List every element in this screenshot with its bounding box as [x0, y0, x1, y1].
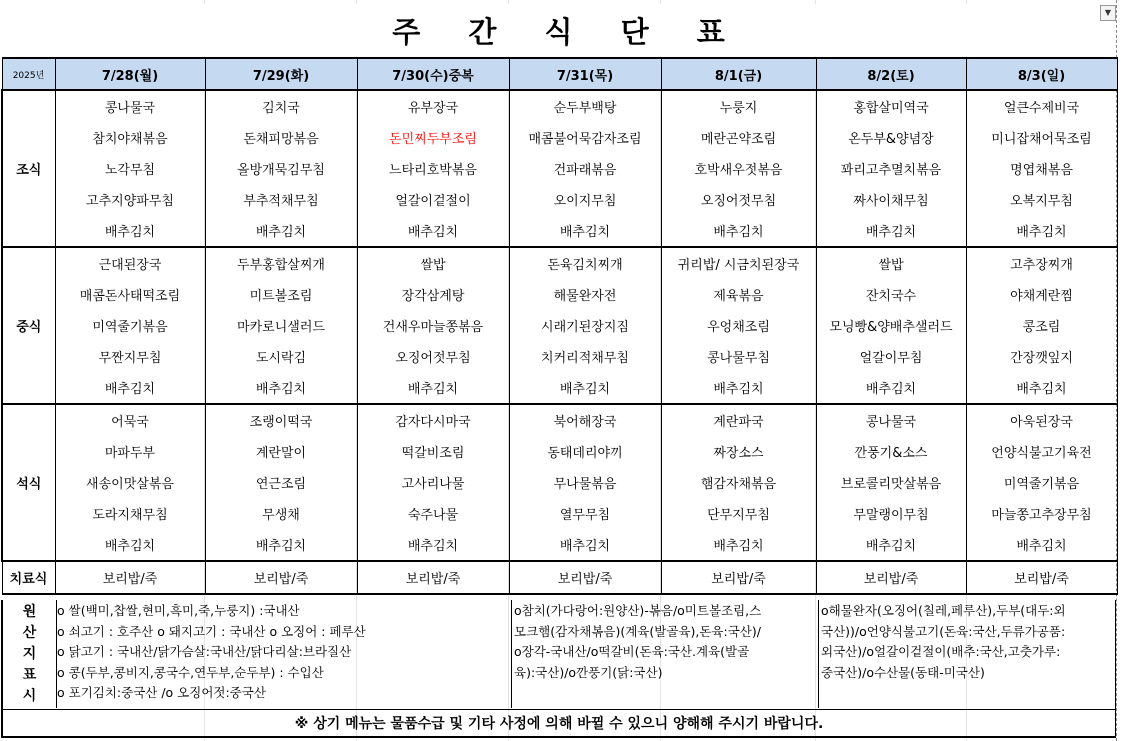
menu-cell[interactable]: 아욱된장국: [966, 404, 1117, 436]
origin-line: o 쇠고기 : 호주산 o 돼지고기 : 국내산 o 오징어 : 페루산: [57, 623, 366, 639]
treatment-cell[interactable]: 보리밥/죽: [509, 561, 661, 594]
menu-cell[interactable]: 순두부백탕: [509, 90, 661, 122]
menu-cell[interactable]: 연근조림: [205, 467, 357, 498]
menu-cell[interactable]: 배추김치: [205, 215, 357, 247]
day-header[interactable]: 8/2(토): [816, 58, 966, 90]
origin-label-char: 원: [22, 603, 37, 620]
menu-cell[interactable]: 유부장국: [357, 90, 509, 122]
treatment-cell[interactable]: 보리밥/죽: [205, 561, 357, 594]
menu-cell[interactable]: 북어해장국: [509, 404, 661, 436]
menu-row: [2, 184, 1117, 215]
menu-cell[interactable]: 짜장소스: [661, 436, 816, 467]
menu-cell[interactable]: 무나물볶음: [509, 467, 661, 498]
menu-cell[interactable]: 쌀밥: [816, 247, 966, 279]
menu-cell[interactable]: 깐풍기&소스: [816, 436, 966, 467]
menu-table: [1, 57, 1118, 595]
menu-cell[interactable]: 매콤돈사태떡조림: [55, 279, 205, 310]
origin-section: [1, 600, 1116, 710]
menu-cell[interactable]: 김치국: [205, 90, 357, 122]
origin-line: 모크햄(감자채볶음)(계육(발골육),돈육:국산)/: [514, 623, 761, 639]
menu-cell[interactable]: 감자다시마국: [357, 404, 509, 436]
menu-cell[interactable]: 미트볼조림: [205, 279, 357, 310]
menu-cell[interactable]: 열무무침: [509, 498, 661, 529]
menu-cell[interactable]: 간장깻잎지: [966, 341, 1117, 372]
filter-dropdown-icon[interactable]: ▼: [1100, 5, 1116, 21]
page-title: 주 간 식 단 표: [392, 14, 744, 49]
menu-cell[interactable]: 배추김치: [55, 372, 205, 404]
menu-cell[interactable]: 명엽채볶음: [966, 153, 1117, 184]
meal-label[interactable]: 석식: [2, 404, 55, 561]
menu-cell[interactable]: 단무지무침: [661, 498, 816, 529]
origin-column-1[interactable]: [57, 601, 509, 704]
meal-label[interactable]: 조식: [2, 90, 55, 247]
menu-cell[interactable]: 콩나물국: [816, 404, 966, 436]
menu-cell[interactable]: 부추적채무침: [205, 184, 357, 215]
notice-banner[interactable]: [1, 710, 1116, 738]
menu-cell[interactable]: 미니잡채어묵조림: [966, 122, 1117, 153]
menu-cell[interactable]: 배추김치: [509, 215, 661, 247]
menu-cell[interactable]: 돈민찌두부조림: [357, 122, 509, 153]
menu-cell[interactable]: 쌀밥: [357, 247, 509, 279]
menu-cell[interactable]: 누룽지: [661, 90, 816, 122]
menu-cell[interactable]: 콩나물무침: [661, 341, 816, 372]
menu-cell[interactable]: 호박새우젓볶음: [661, 153, 816, 184]
origin-label-char: 시: [22, 687, 37, 704]
menu-cell[interactable]: 숙주나물: [357, 498, 509, 529]
day-header[interactable]: 7/30(수)중복: [357, 58, 509, 90]
menu-cell[interactable]: 배추김치: [966, 372, 1117, 404]
menu-row: [2, 341, 1117, 372]
menu-cell[interactable]: 노각무침: [55, 153, 205, 184]
origin-line: o 포기김치:중국산 /o 오징어젓:중국산: [57, 685, 266, 700]
origin-line: 외국산)/o얼갈이겉절이(배추:국산,고춧가루:: [821, 644, 1061, 659]
menu-cell[interactable]: 시래기된장지짐: [509, 310, 661, 341]
day-header[interactable]: 7/28(월): [55, 58, 205, 90]
menu-cell[interactable]: 배추김치: [357, 529, 509, 561]
menu-cell[interactable]: 배추김치: [357, 215, 509, 247]
menu-cell[interactable]: 온두부&양념장: [816, 122, 966, 153]
origin-label[interactable]: [3, 600, 57, 708]
menu-cell[interactable]: 어묵국: [55, 404, 205, 436]
menu-cell[interactable]: 무말랭이무침: [816, 498, 966, 529]
menu-row: [2, 404, 1117, 436]
menu-cell[interactable]: 귀리밥/ 시금치된장국: [661, 247, 816, 279]
menu-cell[interactable]: 배추김치: [966, 529, 1117, 561]
menu-cell[interactable]: 치커리적채무침: [509, 341, 661, 372]
menu-cell[interactable]: 배추김치: [205, 529, 357, 561]
menu-cell[interactable]: 동태데리야끼: [509, 436, 661, 467]
menu-cell[interactable]: 미역줄기볶음: [55, 310, 205, 341]
menu-cell[interactable]: 장각삼계탕: [357, 279, 509, 310]
origin-line: 육):국산)/o깐풍기(닭:국산): [514, 664, 663, 680]
menu-cell[interactable]: 근대된장국: [55, 247, 205, 279]
menu-cell[interactable]: 브로콜리맛살볶음: [816, 467, 966, 498]
menu-cell[interactable]: 돈육김치찌개: [509, 247, 661, 279]
menu-cell[interactable]: 언양식불고기육전: [966, 436, 1117, 467]
origin-line: 중국산)/o수산물(동태-미국산): [821, 664, 985, 680]
menu-cell[interactable]: 돈채피망볶음: [205, 122, 357, 153]
menu-cell[interactable]: 고추지양파무침: [55, 184, 205, 215]
menu-cell[interactable]: 건파래볶음: [509, 153, 661, 184]
menu-cell[interactable]: 얼큰수제비국: [966, 90, 1117, 122]
menu-cell[interactable]: 오징어젓무침: [357, 341, 509, 372]
menu-cell[interactable]: 배추김치: [205, 372, 357, 404]
menu-cell[interactable]: 햄감자채볶음: [661, 467, 816, 498]
meal-label[interactable]: 중식: [2, 247, 55, 404]
menu-cell[interactable]: 올방개묵김무침: [205, 153, 357, 184]
menu-cell[interactable]: 모닝빵&양배추샐러드: [816, 310, 966, 341]
menu-cell[interactable]: 무생채: [205, 498, 357, 529]
menu-cell[interactable]: 두부홍합살찌개: [205, 247, 357, 279]
origin-label-char: 산: [22, 624, 37, 641]
menu-cell[interactable]: 참치야채볶음: [55, 122, 205, 153]
menu-cell[interactable]: 오복지무침: [966, 184, 1117, 215]
menu-row: [2, 436, 1117, 467]
origin-line: 국산))/o언양식불고기(돈육:국산,두류가공품:: [821, 623, 1066, 639]
menu-cell[interactable]: 오이지무침: [509, 184, 661, 215]
treatment-cell[interactable]: 보리밥/죽: [357, 561, 509, 594]
menu-cell[interactable]: 잔치국수: [816, 279, 966, 310]
menu-cell[interactable]: 건새우마늘쫑볶음: [357, 310, 509, 341]
menu-cell[interactable]: 미역줄기볶음: [966, 467, 1117, 498]
treatment-label[interactable]: 치료식: [2, 561, 55, 594]
menu-row: [2, 215, 1117, 247]
menu-row: [2, 310, 1117, 341]
menu-cell[interactable]: 배추김치: [55, 529, 205, 561]
menu-row: [2, 372, 1117, 404]
menu-cell[interactable]: 조랭이떡국: [205, 404, 357, 436]
menu-cell[interactable]: 계란파국: [661, 404, 816, 436]
origin-label-char: 표: [22, 666, 37, 683]
origin-line: o 콩(두부,콩비지,콩국수,연두부,순두부) : 수입산: [57, 664, 324, 680]
menu-cell[interactable]: 꽈리고추멸치볶음: [816, 153, 966, 184]
menu-cell[interactable]: 우엉채조림: [661, 310, 816, 341]
menu-cell[interactable]: 오징어젓무침: [661, 184, 816, 215]
menu-cell[interactable]: 배추김치: [509, 529, 661, 561]
menu-cell[interactable]: 얼갈이무침: [816, 341, 966, 372]
menu-row: [2, 122, 1117, 153]
origin-label-char: 지: [22, 645, 37, 662]
menu-row: [2, 467, 1117, 498]
menu-cell[interactable]: 콩조림: [966, 310, 1117, 341]
menu-row: [2, 247, 1117, 279]
menu-cell[interactable]: 마늘쫑고추장무침: [966, 498, 1117, 529]
menu-cell[interactable]: 느타리호박볶음: [357, 153, 509, 184]
notice-text: ※ 상기 메뉴는 물품수급 및 기타 사정에 의해 바뀔 수 있으니 양해해 주시기 바랍니다.: [294, 716, 824, 732]
menu-row: [2, 529, 1117, 561]
treatment-cell[interactable]: 보리밥/죽: [55, 561, 205, 594]
menu-cell[interactable]: 고사리나물: [357, 467, 509, 498]
menu-cell[interactable]: 메란곤약조림: [661, 122, 816, 153]
menu-cell[interactable]: 해물완자전: [509, 279, 661, 310]
menu-cell[interactable]: 도라지채무침: [55, 498, 205, 529]
menu-cell[interactable]: 배추김치: [661, 215, 816, 247]
menu-cell[interactable]: 배추김치: [816, 215, 966, 247]
origin-line: o해물완자(오징어(칠레,페루산),두부(대두:외: [821, 603, 1066, 618]
menu-row: [2, 90, 1117, 122]
origin-line: o참치(가다랑어:원양산)-볶음/o미트볼조림,스: [514, 603, 762, 618]
origin-line: o장각-국내산/o떡갈비(돈육:국산.계육(발골: [514, 644, 750, 659]
day-header[interactable]: 8/3(일): [966, 58, 1117, 90]
menu-cell[interactable]: 매콤불어묵감자조림: [509, 122, 661, 153]
origin-column-3[interactable]: [818, 600, 1119, 708]
origin-line: o 쌀(백미,찹쌀,현미,흑미,죽,누룽지) :국내산: [57, 603, 300, 618]
menu-cell[interactable]: 배추김치: [55, 215, 205, 247]
day-header-row: [2, 58, 1117, 90]
menu-cell[interactable]: 배추김치: [509, 372, 661, 404]
treatment-cell[interactable]: 보리밥/죽: [966, 561, 1117, 594]
menu-row: [2, 498, 1117, 529]
menu-cell[interactable]: 배추김치: [816, 529, 966, 561]
menu-cell[interactable]: 짜사이채무침: [816, 184, 966, 215]
menu-row: [2, 279, 1117, 310]
origin-line: o 닭고기 : 국내산/닭가슴살:국내산/닭다리살:브라질산: [57, 644, 352, 659]
day-header[interactable]: 8/1(금): [661, 58, 816, 90]
menu-row: [2, 153, 1117, 184]
menu-cell[interactable]: 홍합살미역국: [816, 90, 966, 122]
treatment-cell[interactable]: 보리밥/죽: [816, 561, 966, 594]
menu-cell[interactable]: 콩나물국: [55, 90, 205, 122]
origin-column-2[interactable]: [511, 600, 814, 708]
menu-cell[interactable]: 제육볶음: [661, 279, 816, 310]
menu-cell[interactable]: 배추김치: [357, 372, 509, 404]
menu-cell[interactable]: 마카로니샐러드: [205, 310, 357, 341]
title-cell[interactable]: [1, 4, 1116, 56]
menu-cell[interactable]: 계란말이: [205, 436, 357, 467]
menu-cell[interactable]: 무짠지무침: [55, 341, 205, 372]
year-cell[interactable]: 2025년: [2, 58, 55, 90]
menu-cell[interactable]: 야채계란찜: [966, 279, 1117, 310]
menu-cell[interactable]: 고추장찌개: [966, 247, 1117, 279]
treatment-cell[interactable]: 보리밥/죽: [661, 561, 816, 594]
menu-cell[interactable]: 얼갈이겉절이: [357, 184, 509, 215]
treatment-row: [2, 561, 1117, 594]
day-header[interactable]: 7/29(화): [205, 58, 357, 90]
menu-cell[interactable]: 도시락김: [205, 341, 357, 372]
day-header[interactable]: 7/31(목): [509, 58, 661, 90]
menu-cell[interactable]: 새송이맛살볶음: [55, 467, 205, 498]
menu-cell[interactable]: 마파두부: [55, 436, 205, 467]
menu-cell[interactable]: 배추김치: [966, 215, 1117, 247]
menu-cell[interactable]: 배추김치: [816, 372, 966, 404]
menu-cell[interactable]: 배추김치: [661, 372, 816, 404]
menu-cell[interactable]: 떡갈비조림: [357, 436, 509, 467]
menu-cell[interactable]: 배추김치: [661, 529, 816, 561]
